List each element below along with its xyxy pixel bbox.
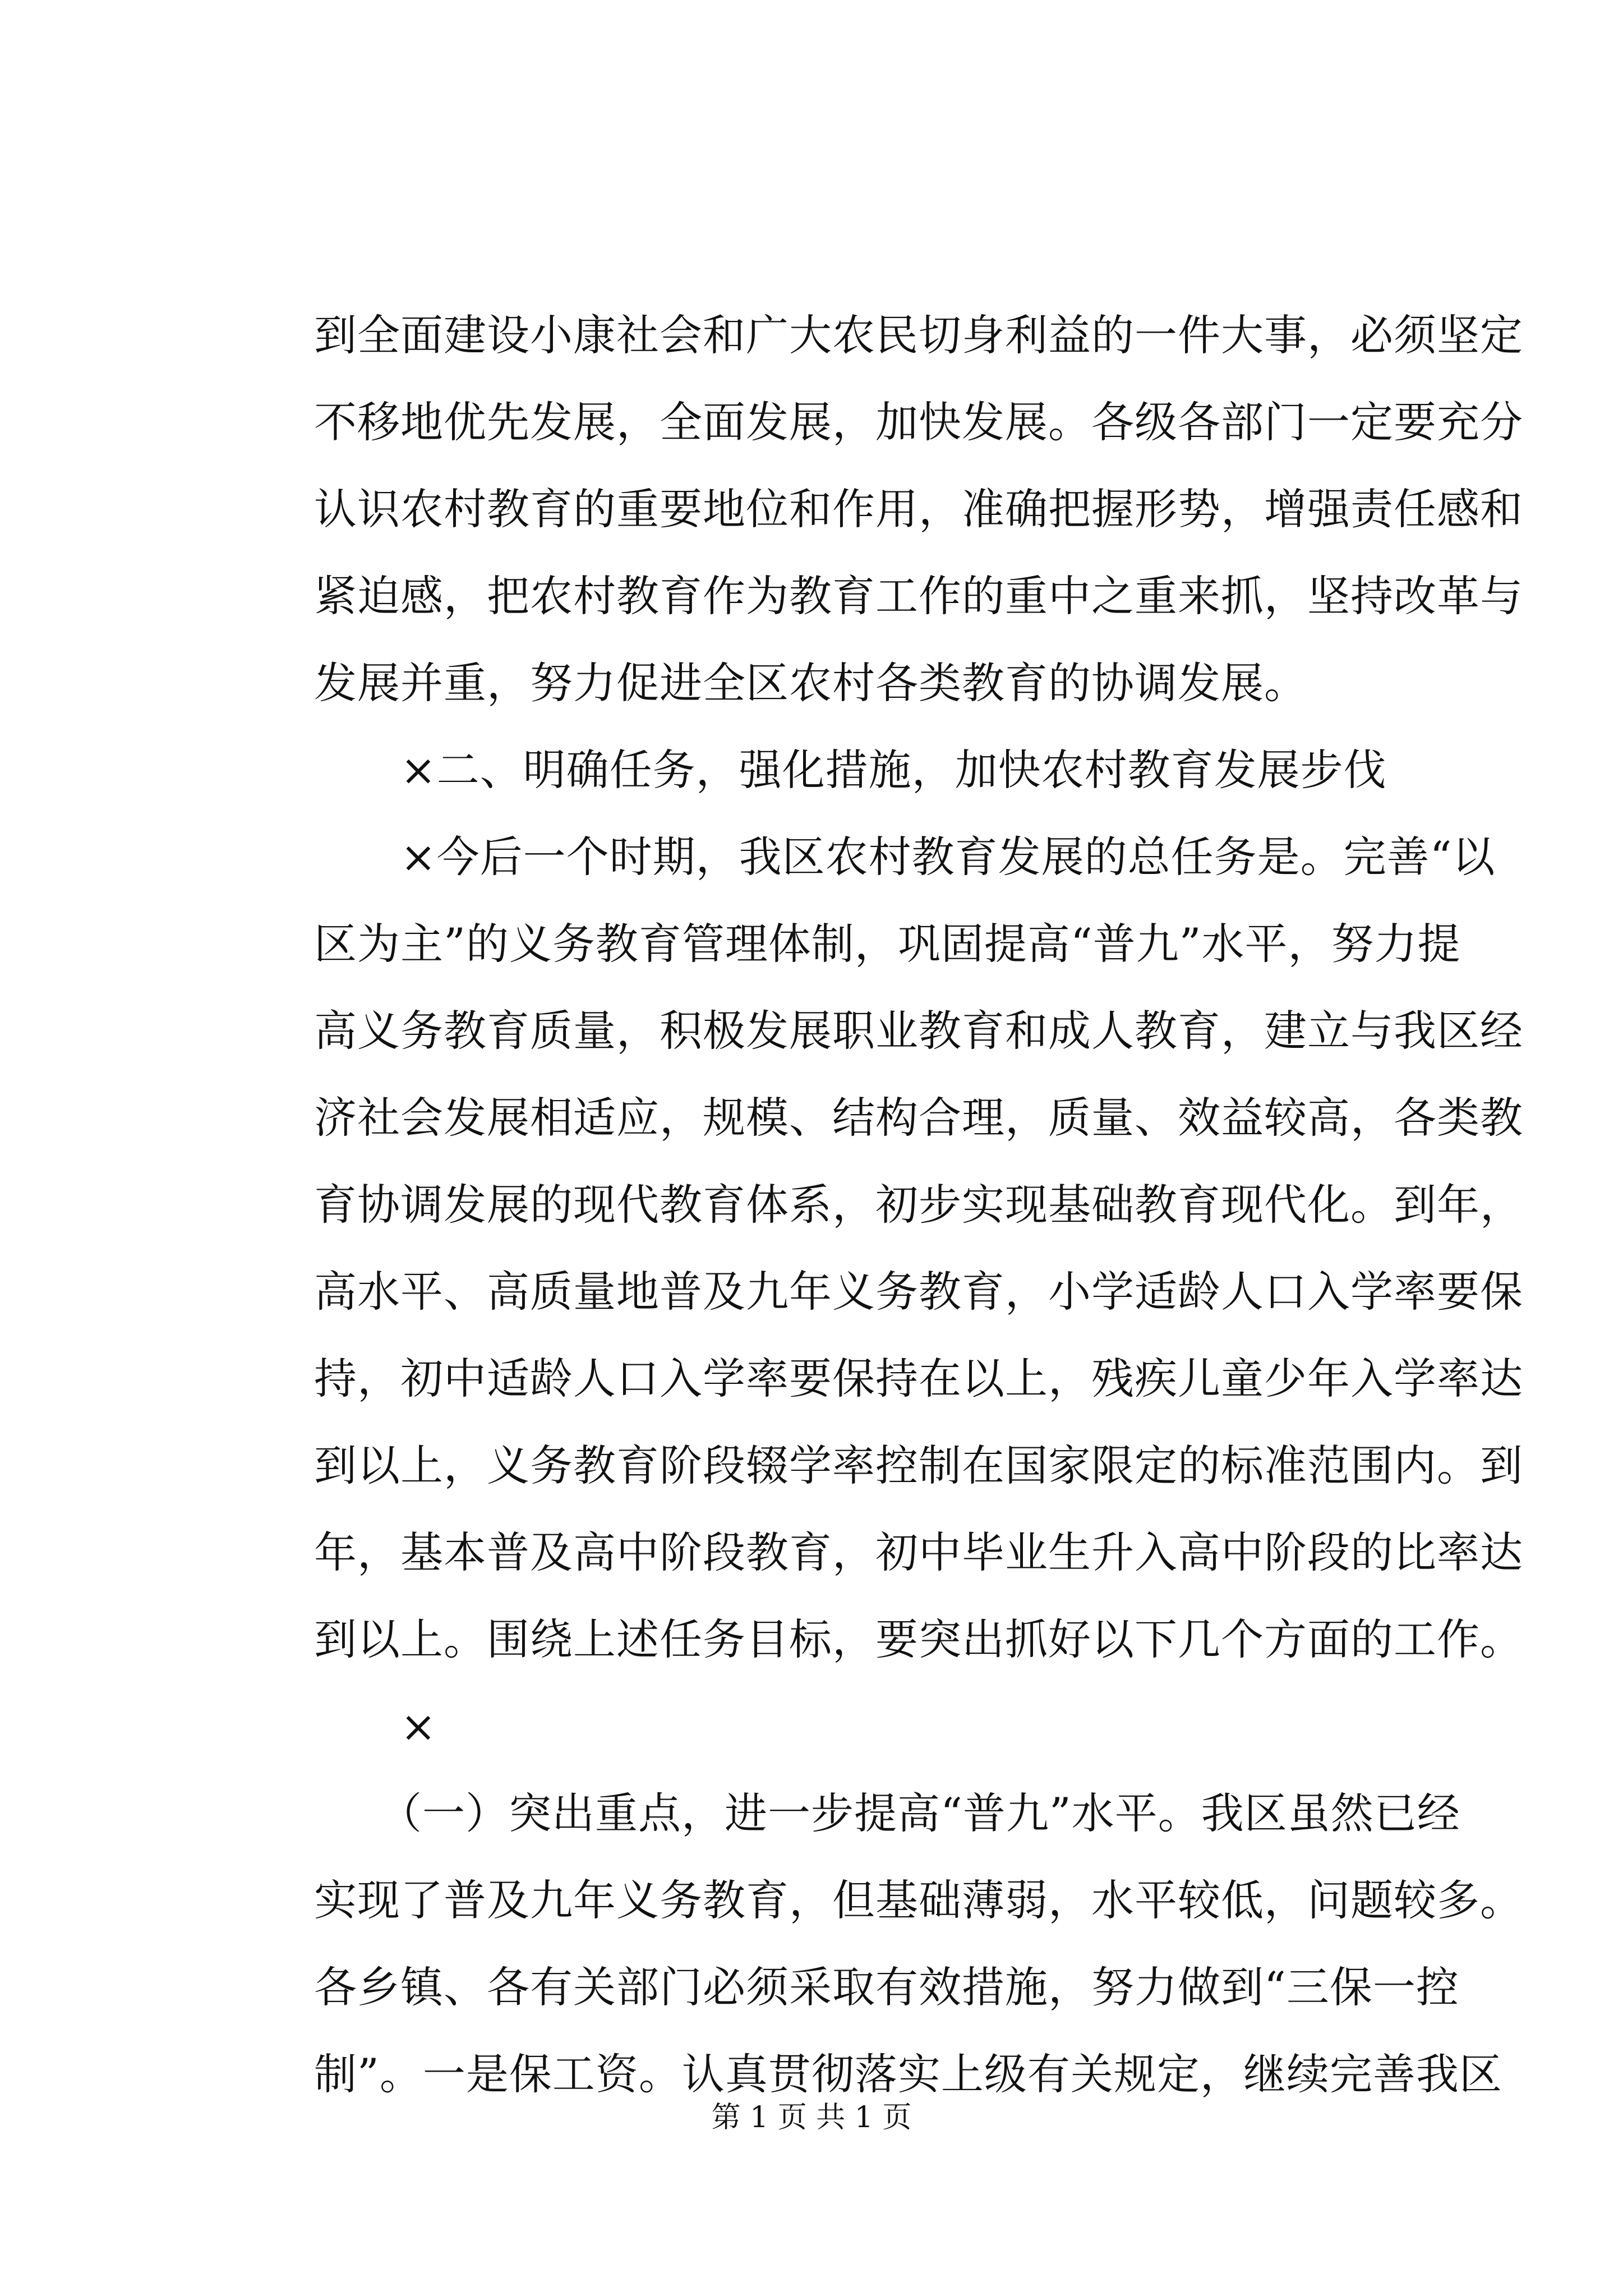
- text-line-3: 认识农村教育的重要地位和作用，准确把握形势，增强责任感和: [314, 484, 1523, 534]
- text-line-8: 区为主”的义务教育管理体制，巩固提高“普九”水平，努力提: [314, 919, 1461, 969]
- text-line-5: 发展并重，努力促进全区农村各类教育的协调发展。: [314, 658, 1307, 708]
- text-line-2: 不移地优先发展，全面发展，加快发展。各级各部门一定要充分: [314, 397, 1523, 447]
- document-body: [314, 292, 1523, 2118]
- subsection-heading-1: （一）突出重点，进一步提高“普九”水平。我区虽然已经: [314, 1788, 1460, 1838]
- page-footer: 第 1 页 共 1 页: [711, 2101, 912, 2134]
- text-line-7: ×今后一个时期，我区农村教育发展的总任务是。完善“以: [314, 832, 1496, 882]
- text-line-16: 到以上。围绕上述任务目标，要突出抓好以下几个方面的工作。: [314, 1614, 1523, 1664]
- text-line-13: 持，初中适龄人口入学率要保持在以上，残疾儿童少年入学率达: [314, 1354, 1523, 1404]
- section-heading-2: ×二、明确任务，强化措施，加快农村教育发展步伐: [314, 745, 1387, 795]
- text-line-14: 到以上，义务教育阶段辍学率控制在国家限定的标准范围内。到: [314, 1441, 1523, 1490]
- text-line-21: 制”。一是保工资。认真贯彻落实上级有关规定，继续完善我区: [314, 2049, 1502, 2099]
- text-line-10: 济社会发展相适应，规模、结构合理，质量、效益较高，各类教: [314, 1093, 1523, 1143]
- text-line-4: 紧迫感，把农村教育作为教育工作的重中之重来抓，坚持改革与: [314, 571, 1523, 621]
- text-line-11: 育协调发展的现代教育体系，初步实现基础教育现代化。到年，: [314, 1180, 1523, 1230]
- text-line-19: 实现了普及九年义务教育，但基础薄弱，水平较低，问题较多。: [314, 1875, 1523, 1925]
- text-line-12: 高水平、高质量地普及九年义务教育，小学适龄人口入学率要保: [314, 1267, 1523, 1317]
- text-line-17: ×: [314, 1701, 437, 1751]
- text-line-1: 到全面建设小康社会和广大农民切身利益的一件大事，必须坚定: [314, 310, 1523, 360]
- text-line-15: 年，基本普及高中阶段教育，初中毕业生升入高中阶段的比率达: [314, 1527, 1523, 1577]
- text-line-9: 高义务教育质量，积极发展职业教育和成人教育，建立与我区经: [314, 1006, 1523, 1056]
- text-line-20: 各乡镇、各有关部门必须采取有效措施，努力做到“三保一控: [314, 1962, 1459, 2012]
